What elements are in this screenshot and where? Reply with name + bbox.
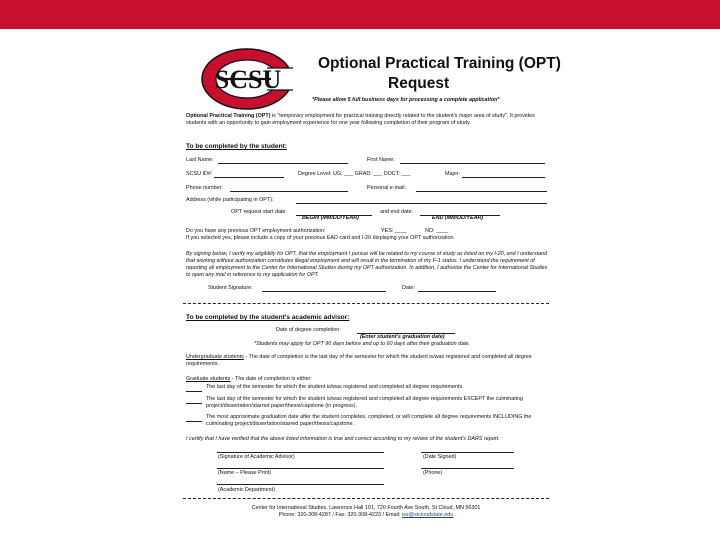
apply-window-note: *Students may apply for OPT 90 days before and up to 60 days after their graduation date. [254,341,471,347]
intro-paragraph [186,113,548,127]
top-banner [0,0,720,29]
advisor-signature-field[interactable] [217,452,384,453]
department-field[interactable] [217,484,384,485]
previous-opt-note: If you selected yes, please include a copy of your previous EAD card and I-20 displaying your OPT authorization. [186,235,455,241]
student-signature-field[interactable] [262,291,386,292]
degree-level-label: Degree Level: UG: ___ GRAD: ___ DOCT: ___ [298,171,411,177]
previous-opt-no[interactable]: NO: ____ [425,228,449,234]
logo-text: SCSU [214,65,282,94]
footer-phone-fax: Phone: 320-308-4287 / Fax: 320-308-4223 / Email: [278,512,402,518]
end-date-label: and end date: [380,209,413,215]
advisor-name-label: (Name – Please Print) [218,470,272,476]
last-name-field[interactable] [218,163,348,164]
advisor-phone-field[interactable] [421,468,514,469]
date-signed-field[interactable] [421,452,514,453]
first-name-label: First Name: [367,157,395,163]
graduation-caption: (Enter student's graduation date) [360,334,445,340]
previous-opt-question: Do you have any previous OPT employment authorization: [186,228,326,234]
grad-option-3-checkline[interactable] [186,421,202,422]
phone-field[interactable] [230,191,348,192]
grad-label: Graduate students [186,376,231,382]
advisor-name-field[interactable] [217,468,384,469]
completion-date-label: Date of degree completion: [276,327,341,333]
grad-option-1-checkline[interactable] [186,391,202,392]
scsu-logo [201,48,295,110]
undergrad-rule [186,354,548,368]
student-date-field[interactable] [418,291,496,292]
undergrad-label: Undergraduate students [186,354,244,360]
scsu-id-field[interactable] [214,177,284,178]
intro-lead: Optional Practical Training (OPT) [186,113,271,119]
footer-address: Center for International Studies, Lawrence Hall 101, 720 Fourth Ave South, St Cloud, MN 56301 [251,505,481,511]
undergrad-text: - The date of completion is the last day of the semester for which the student is/was registered and completed all degree requirements. [186,354,532,368]
major-label: Major: [445,171,460,177]
advisor-phone-label: (Phone) [423,470,443,476]
footer-email-link[interactable]: iss@stcloudstate.edu [401,512,454,518]
major-field[interactable] [462,177,545,178]
address-field[interactable] [296,203,547,204]
address-label: Address (while participating in OPT): [186,197,274,203]
begin-caption: BEGIN (MM/DD/YEAR) [302,215,359,221]
grad-option-2: The last day of the semester for which the student is/was registered and completed all degree requirements EXCEPT the culminating project/dissertation/starred paper/thesis/capstone (in progress). [206,396,523,410]
intro-text: is "temporary employment for practical training directly related to the student's major area of study". It provides students with an opportunity to gain employment experience for one year following completion of their program of study. [186,113,535,127]
last-name-label: Last Name: [186,157,214,163]
processing-note: *Please allow 5 full business days for processing a complete application* [312,97,500,103]
grad-option-1: The last day of the semester for which the student is/was registered and completed all degree requirements. [206,384,464,390]
previous-opt-yes[interactable]: YES: ____ [381,228,407,234]
start-date-label: OPT request start date: [231,209,287,215]
grad-text: - The date of completion is either: [230,376,312,382]
advisor-signature-label: (Signature of Academic Advisor) [218,454,295,460]
grad-option-3: The most approximate graduation date after the student completes, completed, or will complete all degree requirements INCLUDING the culminating project/dissertation/starred paper/thesis/capstone. [206,414,532,428]
section-divider [183,303,549,304]
first-name-field[interactable] [400,163,545,164]
advisor-section-heading: To be completed by the student's academic advisor: [186,314,350,321]
advisor-certification: I certify that I have verified that the above listed information is true and correct according to my review of the student's DARS report. [186,436,500,442]
grad-rule [186,376,312,382]
email-label: Personal e-mail: [367,185,406,191]
form-title: Optional Practical Training (OPT) [318,55,561,72]
email-field[interactable] [416,191,547,192]
student-section-heading: To be completed by the student: [186,143,287,150]
department-label: (Academic Department) [218,487,275,493]
phone-label: Phone number: [186,185,223,191]
student-date-label: Date: [402,285,415,291]
date-signed-label: (Date Signed) [423,454,457,460]
footer-divider [183,498,549,499]
scsu-id-label: SCSU ID#: [186,171,213,177]
footer-contact [186,512,546,518]
student-certification: By signing below, I verify my eligibility for OPT, that the employment I pursue will be related to my course of study as listed on my I-20, and I understand that working without authorization constitutes illegal employment and will result in the termination of my F-1 status. I understand the requirement of reporting all employment to the Center for International Studies during my OPT authorization. In addition, I authorize the Center for International Studies to open any mail in reference to my application for OPT. [186,251,548,279]
form-title-line2: Request [388,75,450,92]
end-caption: END (MM/DD/YEAR) [432,215,484,221]
student-signature-label: Student Signature: [208,285,253,291]
grad-option-2-checkline[interactable] [186,403,202,404]
